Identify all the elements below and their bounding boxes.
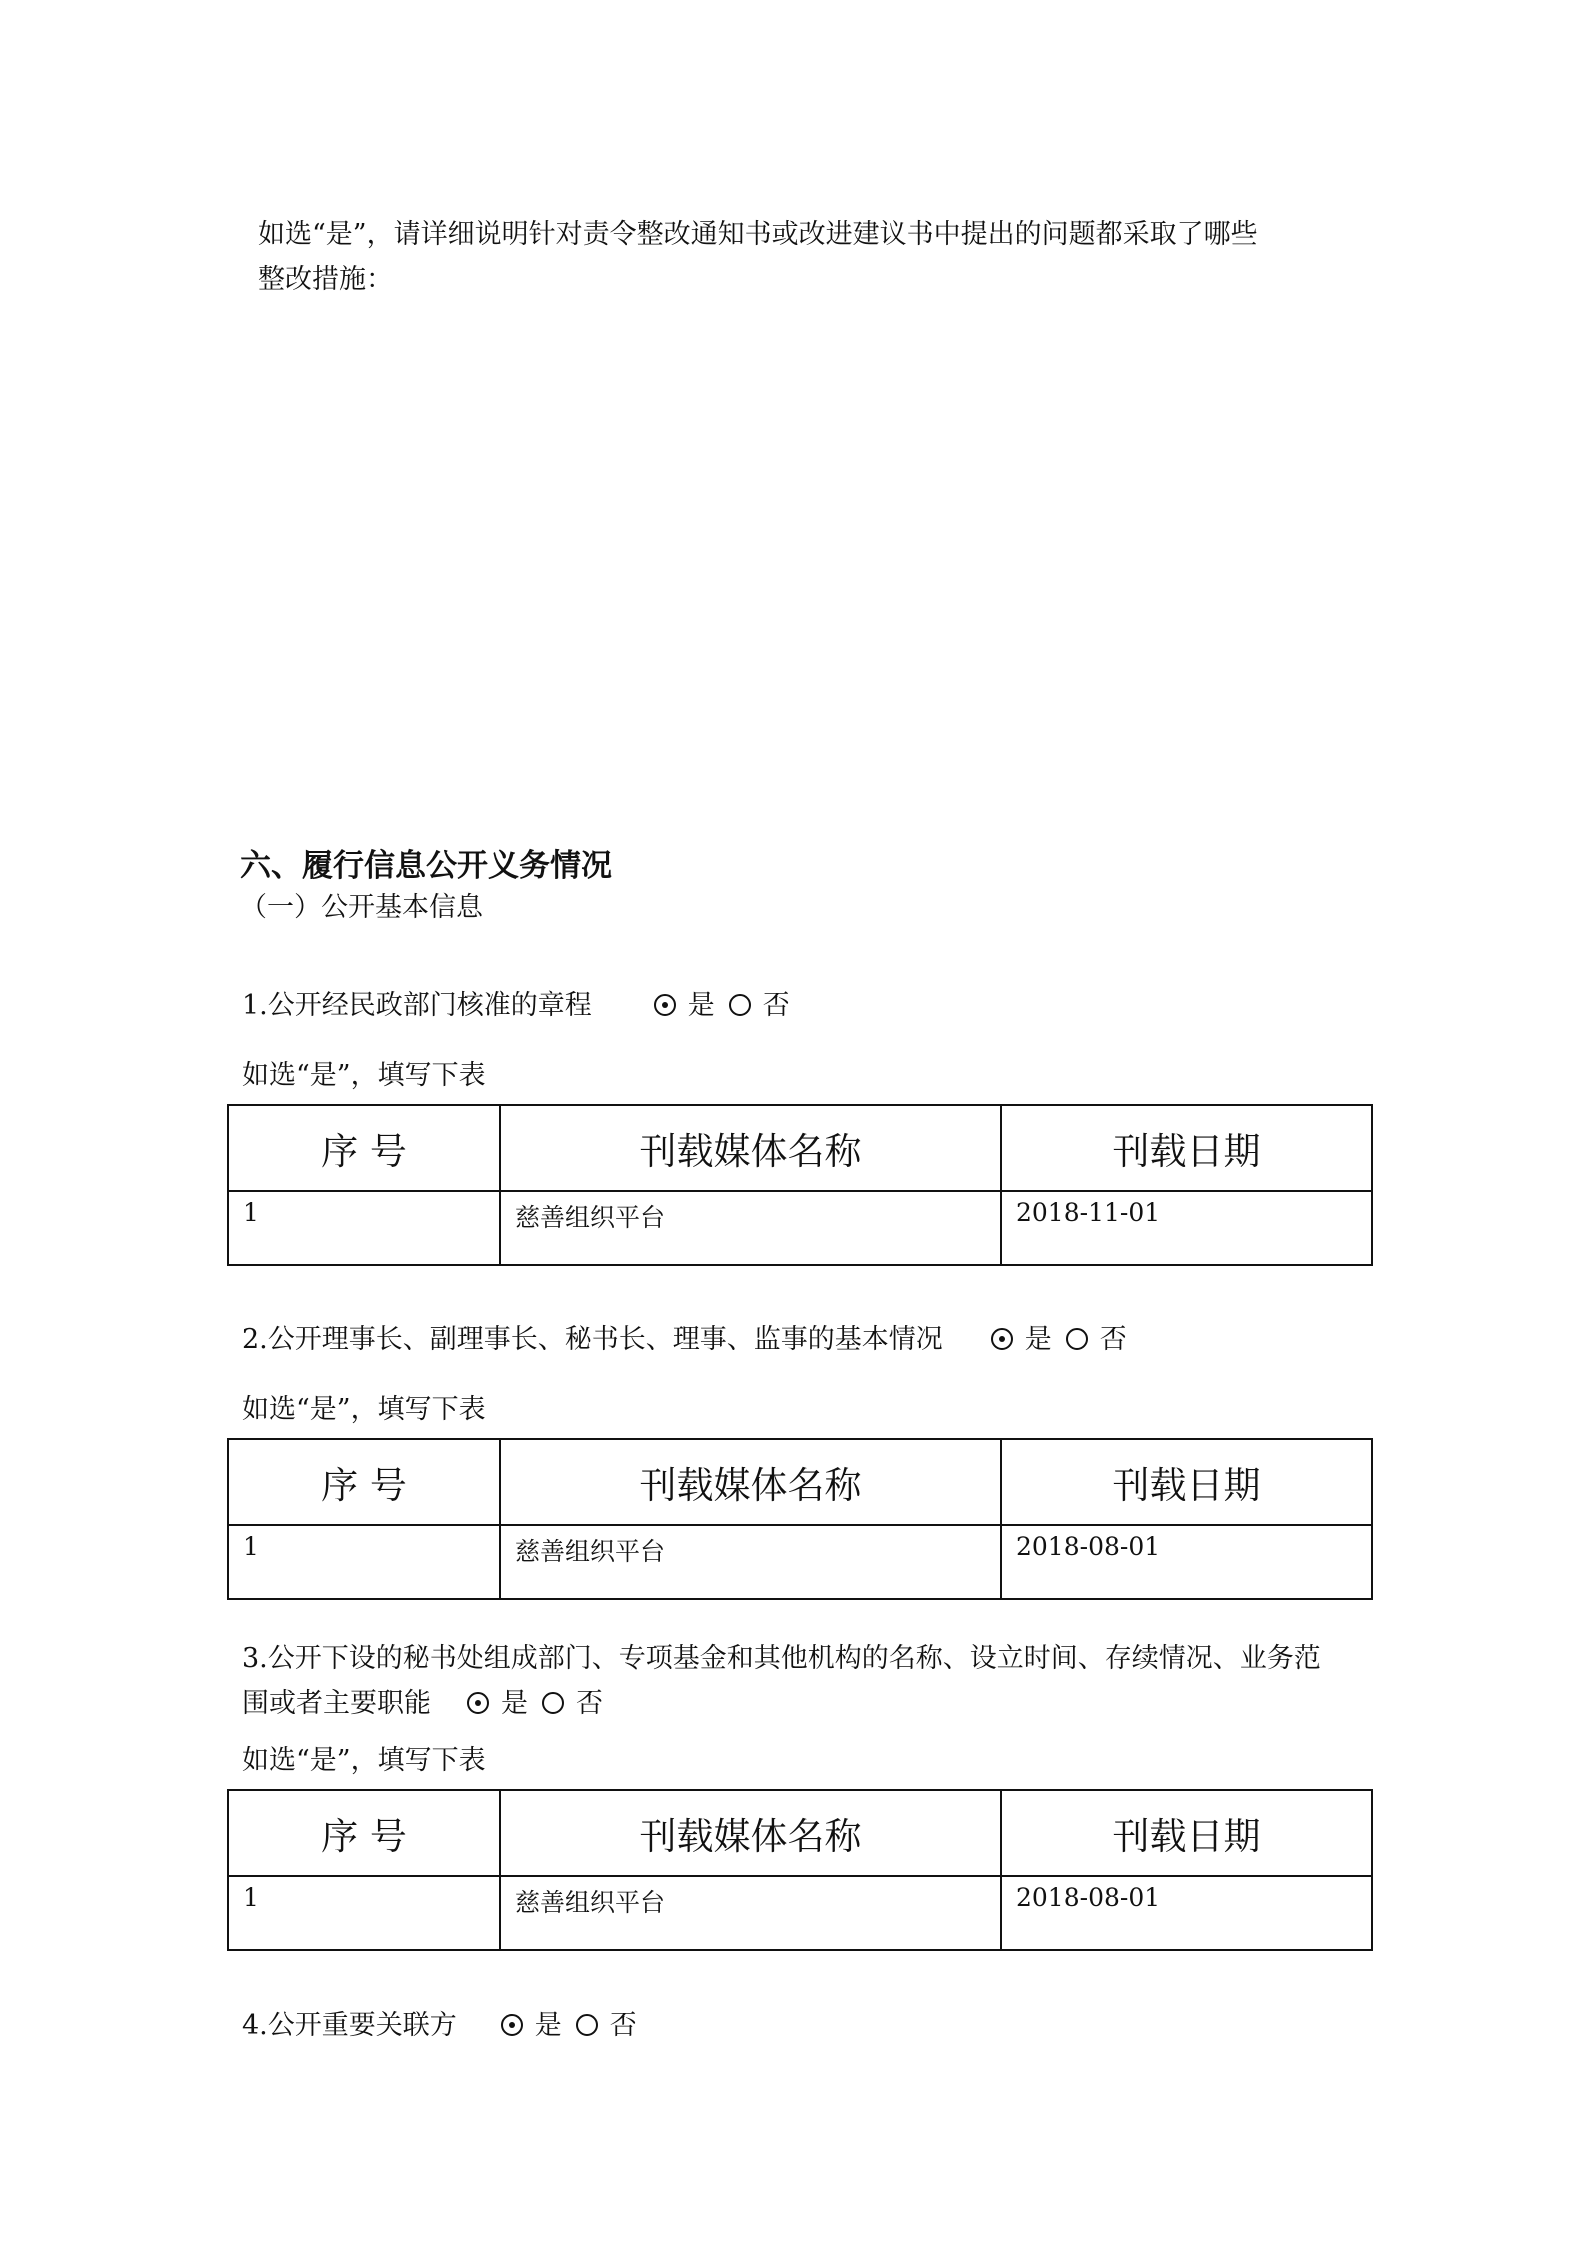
question-2 — [242, 1317, 1141, 1356]
question-3-no-radio[interactable] — [542, 1692, 564, 1714]
section-subheading: （一）公开基本信息 — [240, 892, 483, 923]
header-media: 刊载媒体名称 — [500, 1439, 1001, 1525]
question-1-yes-radio[interactable] — [654, 994, 676, 1016]
table-header-row — [228, 1790, 1372, 1876]
table-row — [228, 1876, 1372, 1950]
publication-table-3 — [227, 1789, 1373, 1951]
header-date: 刊载日期 — [1001, 1790, 1372, 1876]
question-3-text-line-2: 围或者主要职能 — [242, 1688, 431, 1719]
no-label: 否 — [762, 990, 790, 1021]
intro-line-2: 整改措施： — [258, 264, 393, 295]
yes-label: 是 — [687, 990, 715, 1021]
no-label: 否 — [576, 1688, 603, 1719]
yes-label: 是 — [534, 2010, 562, 2041]
table-row — [228, 1191, 1372, 1265]
cell-date: 2018-08-01 — [1001, 1876, 1372, 1950]
no-label: 否 — [1099, 1324, 1127, 1355]
publication-table-1 — [227, 1104, 1373, 1266]
header-index: 序 号 — [228, 1439, 500, 1525]
question-2-no-radio[interactable] — [1066, 1328, 1088, 1350]
yes-label: 是 — [501, 1688, 528, 1719]
cell-date: 2018-11-01 — [1001, 1191, 1372, 1265]
question-3-yes-radio[interactable] — [467, 1692, 489, 1714]
publication-table-2 — [227, 1438, 1373, 1600]
question-3 — [242, 1636, 1321, 1726]
cell-media: 慈善组织平台 — [500, 1876, 1001, 1950]
cell-media: 慈善组织平台 — [500, 1191, 1001, 1265]
question-1-no-radio[interactable] — [729, 994, 751, 1016]
cell-index: 1 — [228, 1525, 500, 1599]
cell-date: 2018-08-01 — [1001, 1525, 1372, 1599]
header-media: 刊载媒体名称 — [500, 1105, 1001, 1191]
header-date: 刊载日期 — [1001, 1105, 1372, 1191]
fill-note: 如选“是”，填写下表 — [242, 1745, 486, 1776]
intro-paragraph — [258, 212, 1258, 302]
no-label: 否 — [609, 2010, 637, 2041]
cell-media: 慈善组织平台 — [500, 1525, 1001, 1599]
question-2-text: 2.公开理事长、副理事长、秘书长、理事、监事的基本情况 — [242, 1324, 943, 1355]
cell-index: 1 — [228, 1191, 500, 1265]
question-4-no-radio[interactable] — [576, 2014, 598, 2036]
header-index: 序 号 — [228, 1105, 500, 1191]
fill-note: 如选“是”，填写下表 — [242, 1394, 486, 1425]
section-heading: 六、履行信息公开义务情况 — [240, 848, 612, 884]
header-date: 刊载日期 — [1001, 1439, 1372, 1525]
fill-note: 如选“是”，填写下表 — [242, 1060, 486, 1091]
question-4-text: 4.公开重要关联方 — [242, 2010, 457, 2041]
cell-index: 1 — [228, 1876, 500, 1950]
question-3-text-line-1: 3.公开下设的秘书处组成部门、专项基金和其他机构的名称、设立时间、存续情况、业务范 — [242, 1643, 1321, 1674]
question-4 — [242, 2003, 651, 2042]
header-media: 刊载媒体名称 — [500, 1790, 1001, 1876]
question-1 — [242, 983, 804, 1022]
header-index: 序 号 — [228, 1790, 500, 1876]
question-4-yes-radio[interactable] — [501, 2014, 523, 2036]
table-header-row — [228, 1439, 1372, 1525]
yes-label: 是 — [1024, 1324, 1052, 1355]
table-header-row — [228, 1105, 1372, 1191]
table-row — [228, 1525, 1372, 1599]
question-1-text: 1.公开经民政部门核准的章程 — [242, 990, 592, 1021]
intro-line-1: 如选“是”，请详细说明针对责令整改通知书或改进建议书中提出的问题都采取了哪些 — [258, 219, 1258, 250]
question-2-yes-radio[interactable] — [991, 1328, 1013, 1350]
